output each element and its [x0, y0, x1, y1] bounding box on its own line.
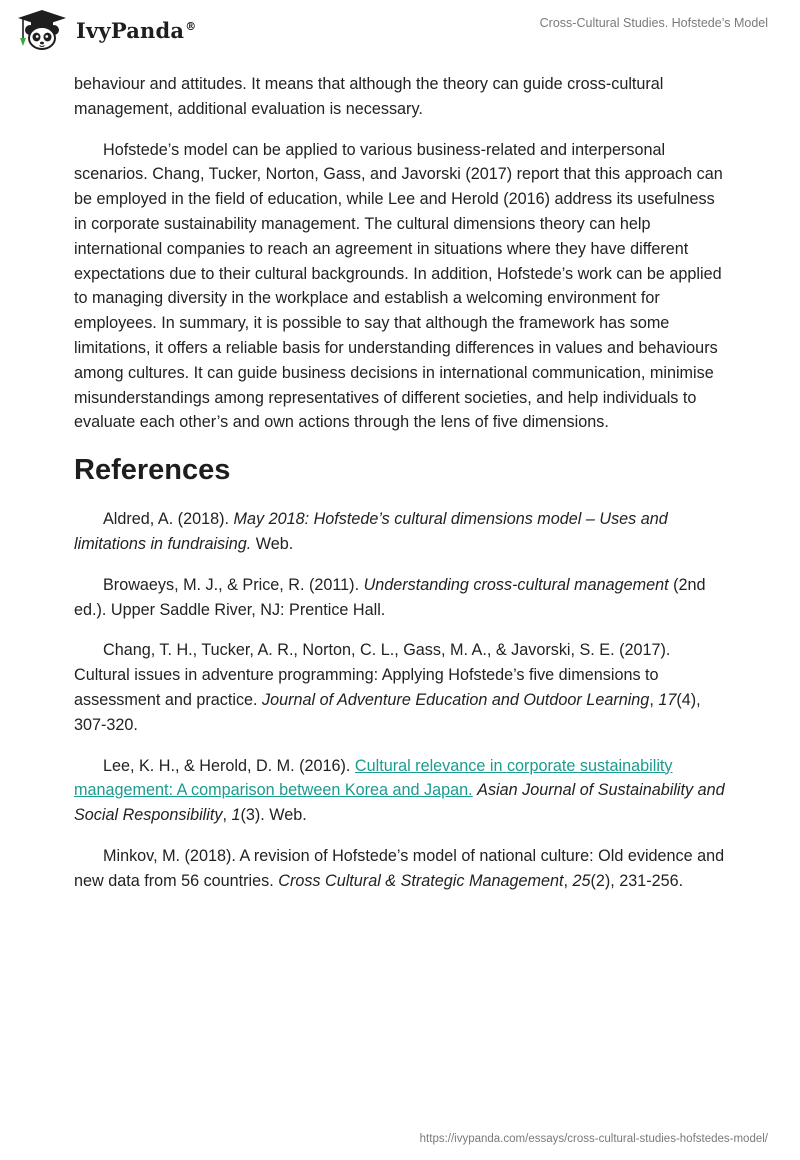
reference-entry: Lee, K. H., & Herold, D. M. (2016). Cultural relevance in corporate sustainability management: A comparison between Korea and Japan. Asian Journal of Sustainability and Social Responsibility, 1(3). Web.	[74, 756, 725, 825]
reference-entry: Chang, T. H., Tucker, A. R., Norton, C. L., Gass, M. A., & Javorski, S. E. (2017). Cultural issues in adventure programming: Applying Hofstede’s five dimensions to assessment and practice. Journal of Adventure Education and Outdoor Learning, 17(4), 307-320.	[74, 641, 701, 734]
panda-graduate-icon	[14, 8, 70, 52]
footer-url: https://ivypanda.com/essays/cross-cultural-studies-hofstedes-model/	[419, 1133, 768, 1145]
reference-link[interactable]: Cultural relevance in corporate sustainability management: A comparison between Korea and Japan.	[74, 756, 673, 800]
body-paragraph: Hofstede’s model can be applied to various business-related and interpersonal scenarios. Chang, Tucker, Norton, Gass, and Javorski (2017) report that this approach can be employed in the field of education, while Lee and Herold (2016) address its usefulness in corporate sustainability management. The cultural dimensions theory can help international companies to reach an agreement in situations where they have different expectations due to their cultural backgrounds. In addition, Hofstede’s work can be applied to managing diversity in the workplace and establish a welcoming environment for employees. In summary, it is possible to say that although the framework has some limitations, it offers a reliable basis for understanding differences in values and behaviours among cultures. It can guide business decisions in international communication, minimise misunderstandings among representatives of different societies, and help individuals to evaluate each other’s and own actions through the lens of five dimensions.	[74, 140, 723, 432]
page-header	[0, 0, 800, 60]
logo-wordmark: IvyPanda®	[76, 17, 197, 43]
body-paragraph: behaviour and attitudes. It means that although the theory can guide cross-cultural management, additional evaluation is necessary.	[74, 75, 664, 118]
ivypanda-logo[interactable]	[14, 8, 196, 52]
reference-entry: Minkov, M. (2018). A revision of Hofstede’s model of national culture: Old evidence and new data from 56 countries. Cross Cultural & Strategic Management, 25(2), 231-256.	[74, 846, 725, 890]
reference-entry: Aldred, A. (2018). May 2018: Hofstede’s cultural dimensions model – Uses and limitations in fundraising. Web.	[74, 510, 668, 553]
references-heading: References	[74, 454, 231, 487]
document-title: Cross-Cultural Studies. Hofstede’s Model	[539, 16, 768, 30]
essay-content	[74, 72, 730, 910]
reference-entry: Browaeys, M. J., & Price, R. (2011). Understanding cross-cultural management (2nd ed.). Upper Saddle River, NJ: Prentice Hall.	[74, 575, 706, 619]
